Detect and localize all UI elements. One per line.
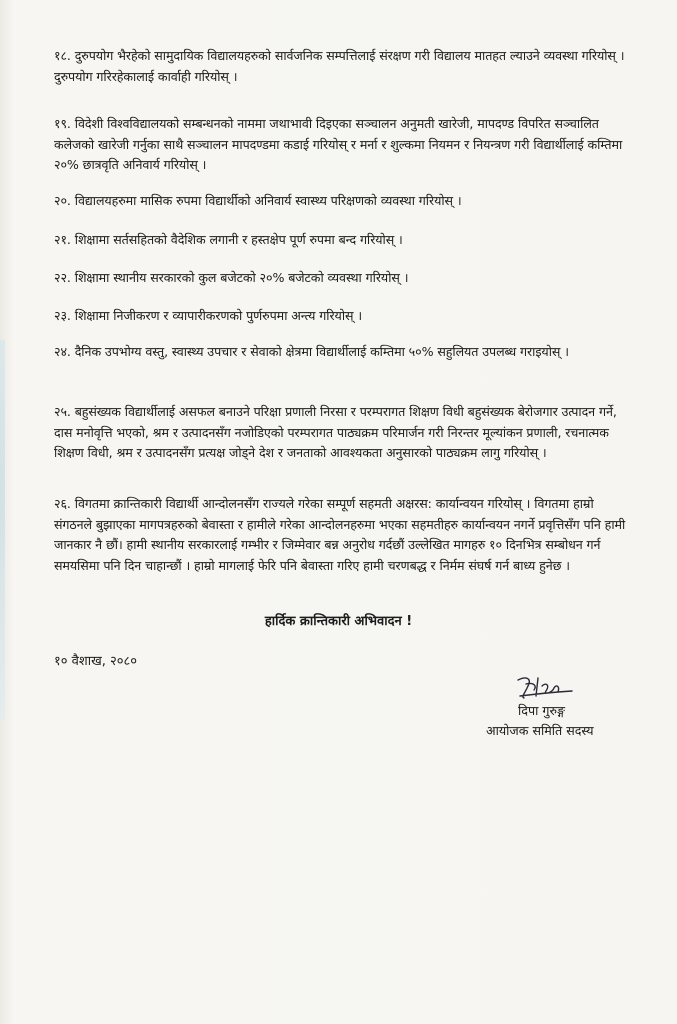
handwritten-signature: [512, 672, 576, 702]
letter-date: १० वैशाख, २०८०: [54, 654, 138, 669]
demand-point-20: २०. विद्यालयहरुमा मासिक रुपमा विद्यार्थीको अनिवार्य स्वास्थ्य परिक्षणको व्यवस्था गरियोस् ।: [54, 193, 462, 208]
demand-point-19: १९. विदेशी विश्वविद्यालयको सम्बन्धनको नाममा जथाभावी दिइएका सञ्चालन अनुमती खारेजी, मापदण्ड विपरित सञ्चालित कलेजको खारेजी गर्नुका साथै सञ्चालन मापदण्डमा कडाई गरियोस् र मर्ना र शुल्कमा नियमन र नियन्त्रण गरी विद्यार्थीलाई कम्तिमा २०% छात्रवृति अनिवार्य गरियोस् ।: [54, 116, 623, 172]
page-edge-shadow: [0, 340, 5, 720]
demand-point-23: २३. शिक्षामा निजीकरण र व्यापारीकरणको पुर्णरुपमा अन्त्य गरियोस् ।: [54, 308, 362, 323]
demand-point-21: २१. शिक्षामा सर्तसहितको वैदेशिक लगानी र हस्तक्षेप पूर्ण रुपमा बन्द गरियोस् ।: [54, 232, 403, 247]
demand-point-25: २५. बहुसंख्यक विद्यार्थीलाई असफल बनाउने परिक्षा प्रणाली निरसा र परम्परागत शिक्षण विधी बहुसंख्यक बेरोजगार उत्पादन गर्ने, दास मनोवृत्ति भएको, श्रम र उत्पादनसँग नजोडिएको परम्परागत पाठ्यक्रम परिमार्जन गरी निरन्तर मूल्यांकन प्रणाली, रचनात्मक शिक्षण विधी, श्रम र उत्पादनसँग प्रत्यक्ष जोड्ने देश र जनताको आवश्यकता अनुसारको पाठ्यक्रम लागु गरियोस् ।: [54, 404, 617, 460]
demand-point-24: २४. दैनिक उपभोग्य वस्तु, स्वास्थ्य उपचार र सेवाको क्षेत्रमा विद्यार्थीलाई कम्तिमा ५०% सहुलियत उपलब्ध गराइयोस् ।: [54, 344, 569, 359]
demand-point-26: २६. विगतमा क्रान्तिकारी विद्यार्थी आन्दोलनसँग राज्यले गरेका सम्पूर्ण सहमती अक्षरस: कार्यान्वयन गरियोस् । विगतमा हाम्रो संगठनले बुझाएका मागपत्रहरुको बेवास्ता र हामीले गरेका आन्दोलनहरुमा भएका सहमतीहरु कार्यान्वयन नगर्ने प्रवृत्तिसँग पनि हामी जानकार नै छौं। हामी स्थानीय सरकारलाई गम्भीर र जिम्मेवार बन्न अनुरोध गर्दछौं उल्लेखित मागहरु १० दिनभित्र सम्बोधन गर्न समयसिमा पनि दिन चाहान्छौं । हाम्रो मागलाई फेरि पनि बेवास्ता गरिए हामी चरणबद्ध र निर्मम संघर्ष गर्न बाध्य हुनेछ ।: [54, 496, 626, 573]
demand-point-22: २२. शिक्षामा स्थानीय सरकारको कुल बजेटको २०% बजेटको व्यवस्था गरियोस् ।: [54, 270, 409, 285]
signer-title: आयोजक समिति सदस्य: [486, 723, 594, 738]
signature-block: [486, 672, 646, 738]
closing-greeting: हार्दिक क्रान्तिकारी अभिवादन !: [264, 614, 413, 629]
signer-name: दिपा गुरुङ्ग: [518, 703, 565, 718]
demand-point-18: १८. दुरुपयोग भैरहेको सामुदायिक विद्यालयहरुको सार्वजनिक सम्पत्तिलाई संरक्षण गरी विद्यालय मातहत ल्याउने व्यवस्था गरियोस् । दुरुपयोग गरिरहेकालाई कार्वाही गरियोस् ।: [54, 48, 625, 84]
